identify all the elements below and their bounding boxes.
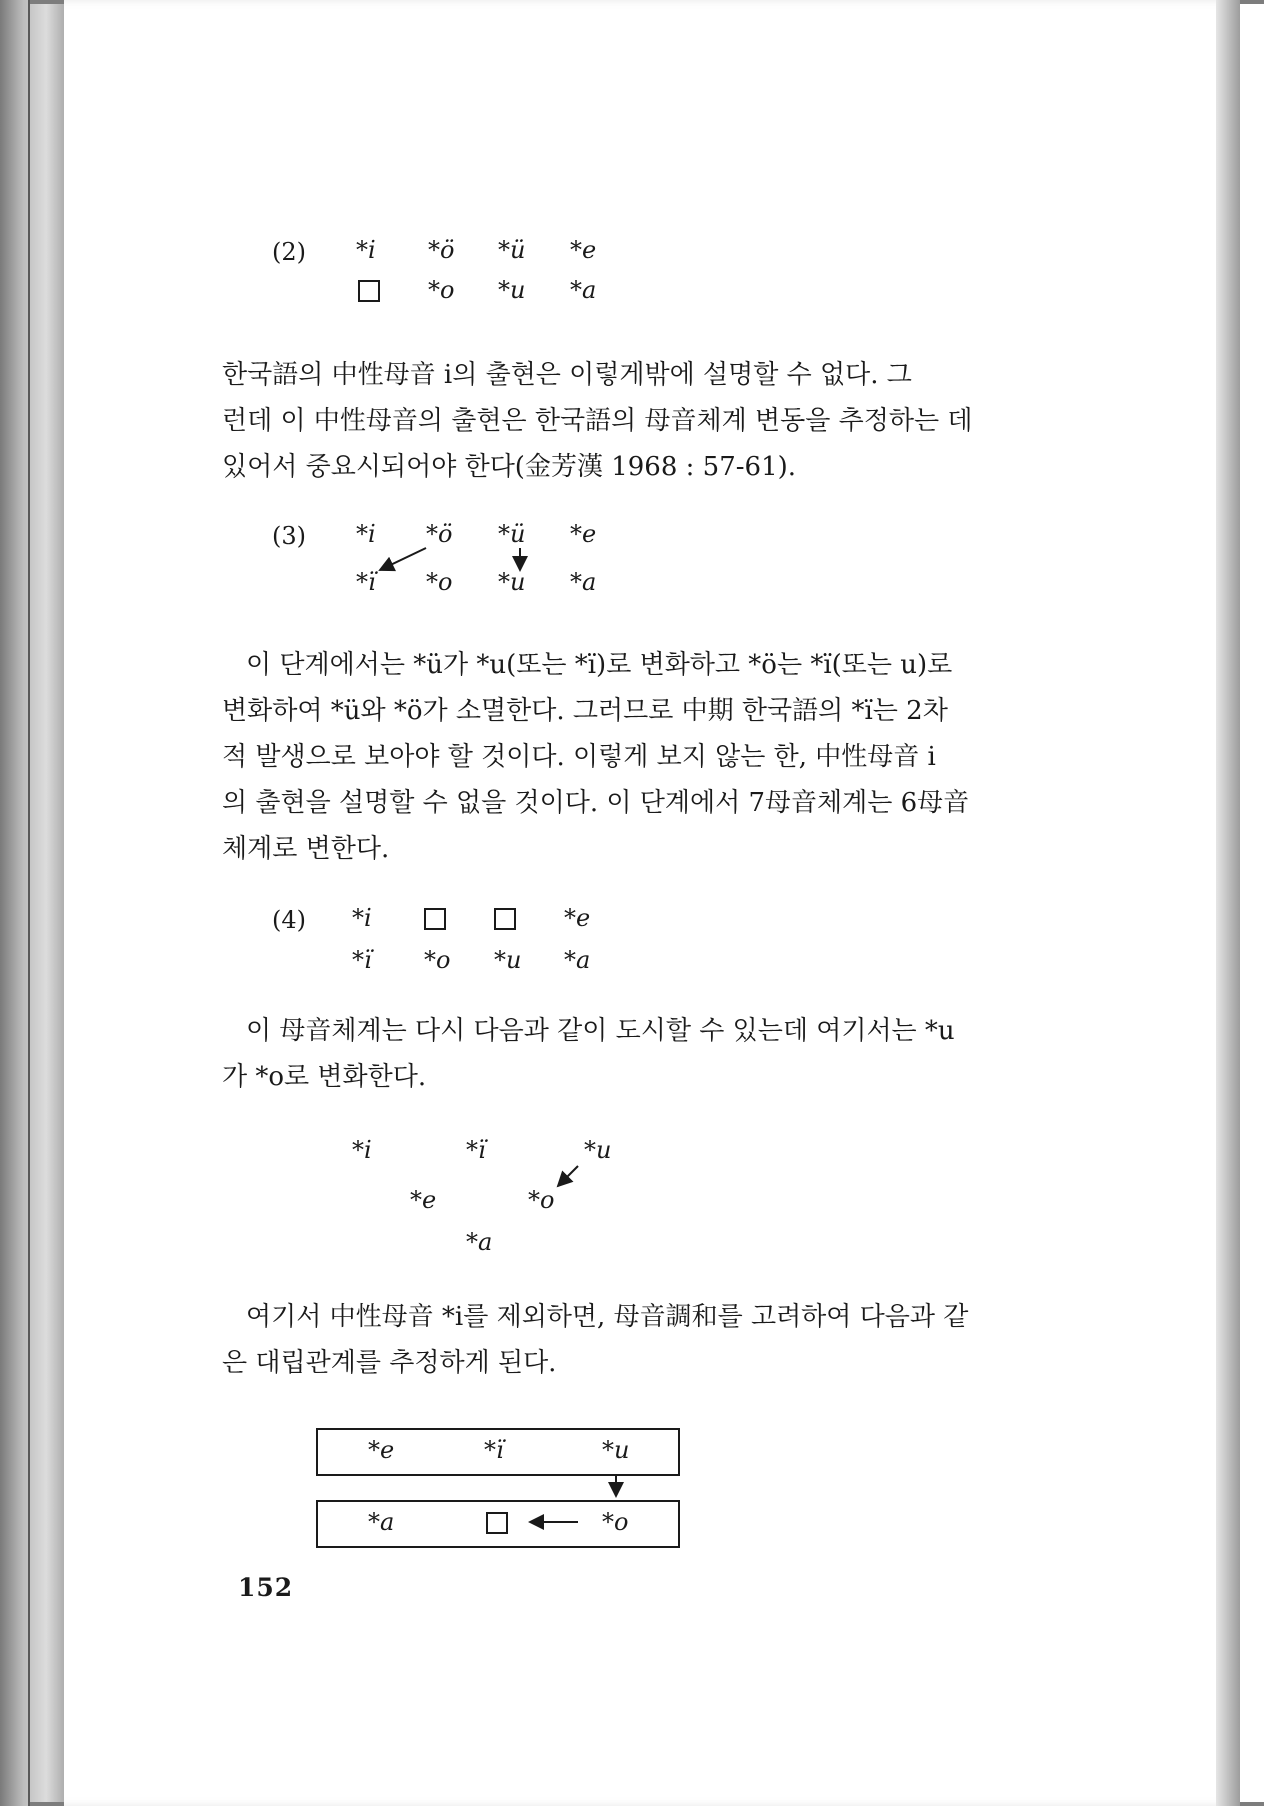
vowel: *a <box>570 568 597 596</box>
vowel: *a <box>368 1508 395 1536</box>
vowel: *i <box>352 904 372 932</box>
vowel: *ï <box>356 568 376 596</box>
text-line: 가 *o로 변화한다. <box>222 1062 427 1092</box>
vowel: *ï <box>352 946 372 974</box>
vowel: *ö <box>428 236 455 264</box>
vowel: *e <box>564 904 591 932</box>
vowel: *a <box>570 276 597 304</box>
text-line: 런데 이 中性母音의 출현은 한국語의 母音체계 변동을 추정하는 데 <box>222 406 973 436</box>
vowel: *i <box>356 520 376 548</box>
vowel: *ö <box>426 520 453 548</box>
vowel: *ü <box>498 236 526 264</box>
text-line: 이 母音체계는 다시 다음과 같이 도시할 수 있는데 여기서는 *u <box>246 1016 955 1046</box>
vowel: *o <box>602 1508 629 1536</box>
text-line: 있어서 중요시되어야 한다(金芳漢 1968 : 57-61). <box>222 452 797 482</box>
vowel: *ï <box>484 1436 504 1464</box>
vowel: *e <box>368 1436 395 1464</box>
diagram-2-label: (2) <box>272 238 306 266</box>
vowel: *e <box>410 1186 437 1214</box>
vowel: *o <box>428 276 455 304</box>
text-line: 의 출현을 설명할 수 없을 것이다. 이 단계에서 7母音체계는 6母音 <box>222 788 970 818</box>
diagram-3-label: (3) <box>272 522 306 550</box>
vowel: *u <box>602 1436 630 1464</box>
text-line: 변화하여 *ü와 *ö가 소멸한다. 그러므로 中期 한국語의 *ï는 2차 <box>222 696 948 726</box>
vowel: *e <box>570 520 597 548</box>
text-line: 한국語의 中性母音 i의 출현은 이렇게밖에 설명할 수 없다. 그 <box>222 360 912 390</box>
vowel: *o <box>424 946 451 974</box>
vowel: *i <box>356 236 376 264</box>
vowel: *u <box>494 946 522 974</box>
vowel: *ï <box>466 1136 486 1164</box>
diagram-4-label: (4) <box>272 906 306 934</box>
vowel: *e <box>570 236 597 264</box>
vowel: *u <box>584 1136 612 1164</box>
page-number: 152 <box>238 1573 294 1602</box>
vowel: *i <box>352 1136 372 1164</box>
vowel: *a <box>466 1228 493 1256</box>
vowel: *a <box>564 946 591 974</box>
vowel: *o <box>528 1186 555 1214</box>
text-line: 적 발생으로 보아야 할 것이다. 이렇게 보지 않는 한, 中性母音 i <box>222 742 936 772</box>
text-line: 은 대립관계를 추정하게 된다. <box>222 1348 557 1378</box>
text-line: 체계로 변한다. <box>222 834 390 864</box>
vowel: *o <box>426 568 453 596</box>
vowel: *ü <box>498 520 526 548</box>
text-line: 이 단계에서는 *ü가 *u(또는 *ï)로 변화하고 *ö는 *ï(또는 u)로 <box>246 650 953 680</box>
vowel: *u <box>498 568 526 596</box>
text-line: 여기서 中性母音 *i를 제외하면, 母音調和를 고려하여 다음과 같 <box>246 1302 969 1332</box>
arrow-u-to-o-icon <box>558 1166 578 1186</box>
arrow-o-umlaut-to-i-bar-icon <box>380 548 426 570</box>
vowel: *u <box>498 276 526 304</box>
